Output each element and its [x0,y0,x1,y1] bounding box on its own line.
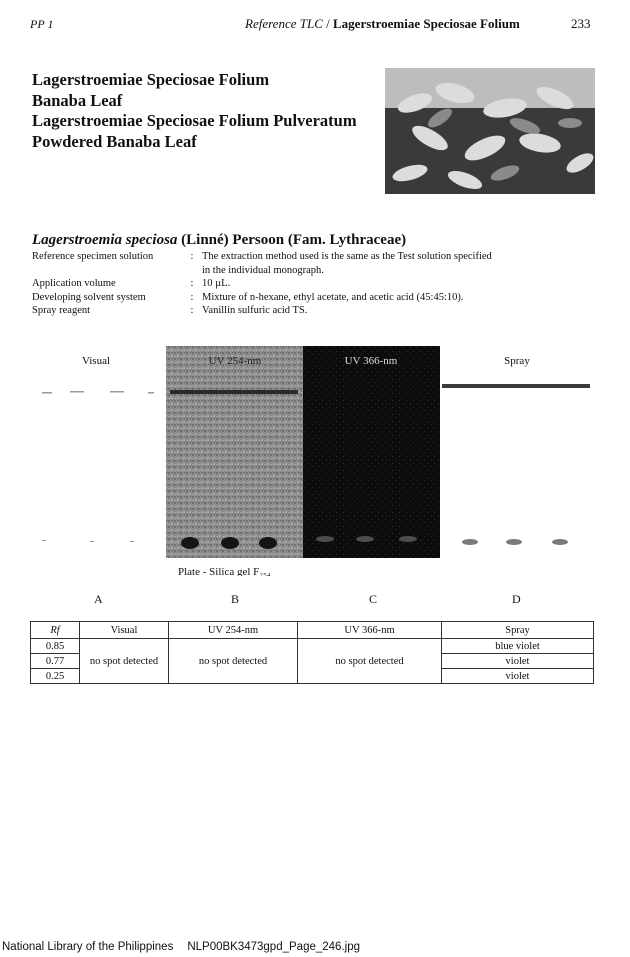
panel-label-uv366: UV 366-nm [344,355,398,367]
species-binomial: Lagerstroemia speciosa [32,232,178,248]
info-colon: : [190,251,194,262]
uv366-result: no spot detected [298,639,442,684]
spray-result: blue violet [442,639,594,654]
panel-spray [440,346,592,558]
rf-table [30,621,594,684]
footer-filename: NLP00BK3473gpd_Page_246.jpg [187,941,360,953]
col-header-visual: Visual [80,622,169,639]
title-latin: Lagerstroemiae Speciosae Folium [32,70,270,89]
lane-letter-c: C [369,592,378,606]
info-value-line: 10 µL. [202,278,231,289]
info-value-line: Vanillin sulfuric acid TS. [202,305,308,316]
info-colon: : [190,291,194,303]
leaf-photo-image [385,68,595,194]
panel-uv254 [166,346,303,558]
lane-letter-d: D [512,592,521,606]
header-left: PP 1 [30,17,54,31]
lane-letter-a: A [94,592,103,606]
rf-value: 0.25 [31,669,80,684]
info-row [32,277,562,291]
info-label: Spray reagent [32,305,91,316]
info-row [32,304,562,318]
info-label: Reference specimen solution [32,251,154,262]
info-label: Developing solvent system [32,291,146,303]
visual-result: no spot detected [80,639,169,684]
info-label: Application volume [32,278,116,289]
info-value [202,250,562,277]
title-latin-powder: Lagerstroemiae Speciosae Folium Pulveratum [32,111,357,130]
title-english-powder: Powdered Banaba Leaf [32,131,197,151]
uv366-spots [316,536,417,542]
col-header-spray: Spray [442,622,594,639]
col-header-uv366: UV 366-nm [298,622,442,639]
info-colon: : [190,305,194,316]
running-header-separator: / [322,16,333,31]
col-header-uv254: UV 254-nm [169,622,298,639]
lane-letter-b: B [231,592,240,606]
rf-value: 0.85 [31,639,80,654]
panel-label-uv254: UV 254-nm [208,355,262,367]
panel-label-spray: Spray [504,355,530,367]
running-header-section: Reference TLC [245,16,323,31]
spray-result: violet [442,669,594,684]
spray-result: violet [442,654,594,669]
method-info [32,250,562,318]
info-row [32,291,562,305]
tlc-plate [30,346,596,576]
page-number: 233 [571,16,591,31]
species-authority-family: (Linné) Persoon (Fam. Lythraceae) [177,232,407,248]
species-name [32,232,406,249]
title-english: Banaba Leaf [32,90,123,110]
plate-caption: Plate - Silica gel F₂₅₄ [178,566,271,576]
running-header-title: Lagerstroemiae Speciosae Folium [333,16,520,31]
info-colon: : [190,278,194,289]
scan-footer [2,941,374,953]
panel-uv366 [303,346,440,558]
rf-value: 0.77 [31,654,80,669]
plant-photo [385,68,595,194]
panel-label-visual: Visual [81,355,111,367]
col-header-rf: Rf [31,622,80,639]
table-row [31,639,594,654]
footer-library: National Library of the Philippines [2,941,174,953]
info-value-line: The extraction method used is the same as the Test solution specified [202,251,492,262]
monograph-titles [32,70,357,152]
info-value-line: Mixture of n-hexane, ethyl acetate, and acetic acid (45:45:10). [202,291,464,303]
info-row [32,250,562,277]
table-header-row [31,622,594,639]
panel-visual [30,346,166,558]
info-value-line: in the individual monograph. [202,264,324,276]
uv254-result: no spot detected [169,639,298,684]
running-header [245,16,520,32]
